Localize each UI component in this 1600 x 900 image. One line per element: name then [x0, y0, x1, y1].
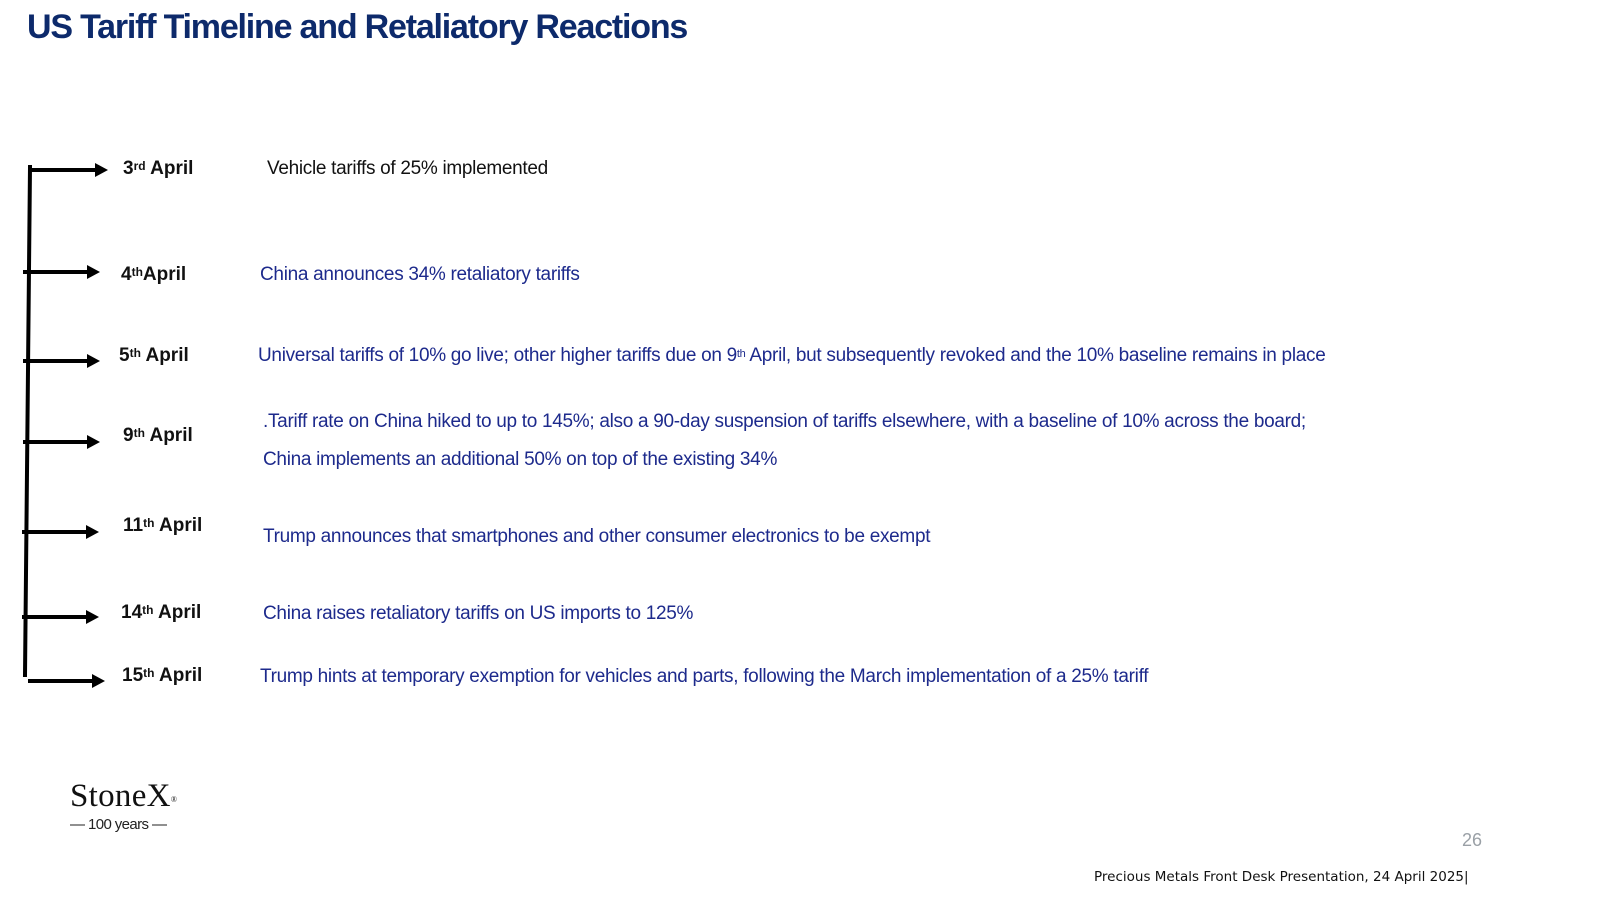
- timeline-arrow-head: [87, 354, 100, 368]
- timeline-spine: [25, 167, 30, 675]
- date-label-5th-april: 5th April: [119, 345, 189, 366]
- timeline-arrow-head: [86, 610, 99, 624]
- date-label-14th-april: 14th April: [121, 602, 202, 623]
- event-text-9th-april-line-1: .Tariff rate on China hiked to up to 145%; also a 90-day suspension of tariffs elsewhere, with a baseline of 10% across the board;: [263, 411, 1306, 432]
- event-text-4th-april: China announces 34% retaliatory tariffs: [260, 264, 580, 285]
- date-label-9th-april: 9th April: [123, 425, 193, 446]
- timeline-arrow-head: [87, 435, 100, 449]
- slide-title: US Tariff Timeline and Retaliatory Reactions: [27, 8, 688, 46]
- logo-tagline: — 100 years —: [70, 816, 167, 833]
- timeline-arrow-head: [95, 163, 108, 177]
- timeline-arrow-head: [87, 265, 100, 279]
- timeline-arrow-head: [92, 674, 105, 688]
- date-label-11th-april: 11th April: [123, 515, 203, 536]
- date-label-4th-april: 4thApril: [121, 264, 187, 285]
- page-number: 26: [1462, 830, 1483, 850]
- date-label-15th-april: 15th April: [122, 665, 203, 686]
- footer-text: Precious Metals Front Desk Presentation, 24 April 2025|: [1094, 869, 1469, 885]
- event-text-5th-april: Universal tariffs of 10% go live; other higher tariffs due on 9th April, but subsequently revoked and the 10% baseline remains in place: [258, 345, 1326, 366]
- date-label-3rd-april: 3rd April: [123, 158, 194, 179]
- event-text-3rd-april: Vehicle tariffs of 25% implemented: [267, 158, 548, 179]
- logo-wordmark: StoneX®: [70, 778, 178, 814]
- event-text-15th-april: Trump hints at temporary exemption for vehicles and parts, following the March implementation of a 25% tariff: [260, 666, 1149, 687]
- timeline-arrow-head: [86, 525, 99, 539]
- event-text-14th-april: China raises retaliatory tariffs on US imports to 125%: [263, 603, 694, 624]
- event-text-11th-april: Trump announces that smartphones and other consumer electronics to be exempt: [263, 526, 931, 547]
- timeline-arrows: [22, 163, 108, 688]
- stonex-logo: [70, 778, 200, 833]
- event-text-9th-april-line-2: China implements an additional 50% on top of the existing 34%: [263, 449, 778, 470]
